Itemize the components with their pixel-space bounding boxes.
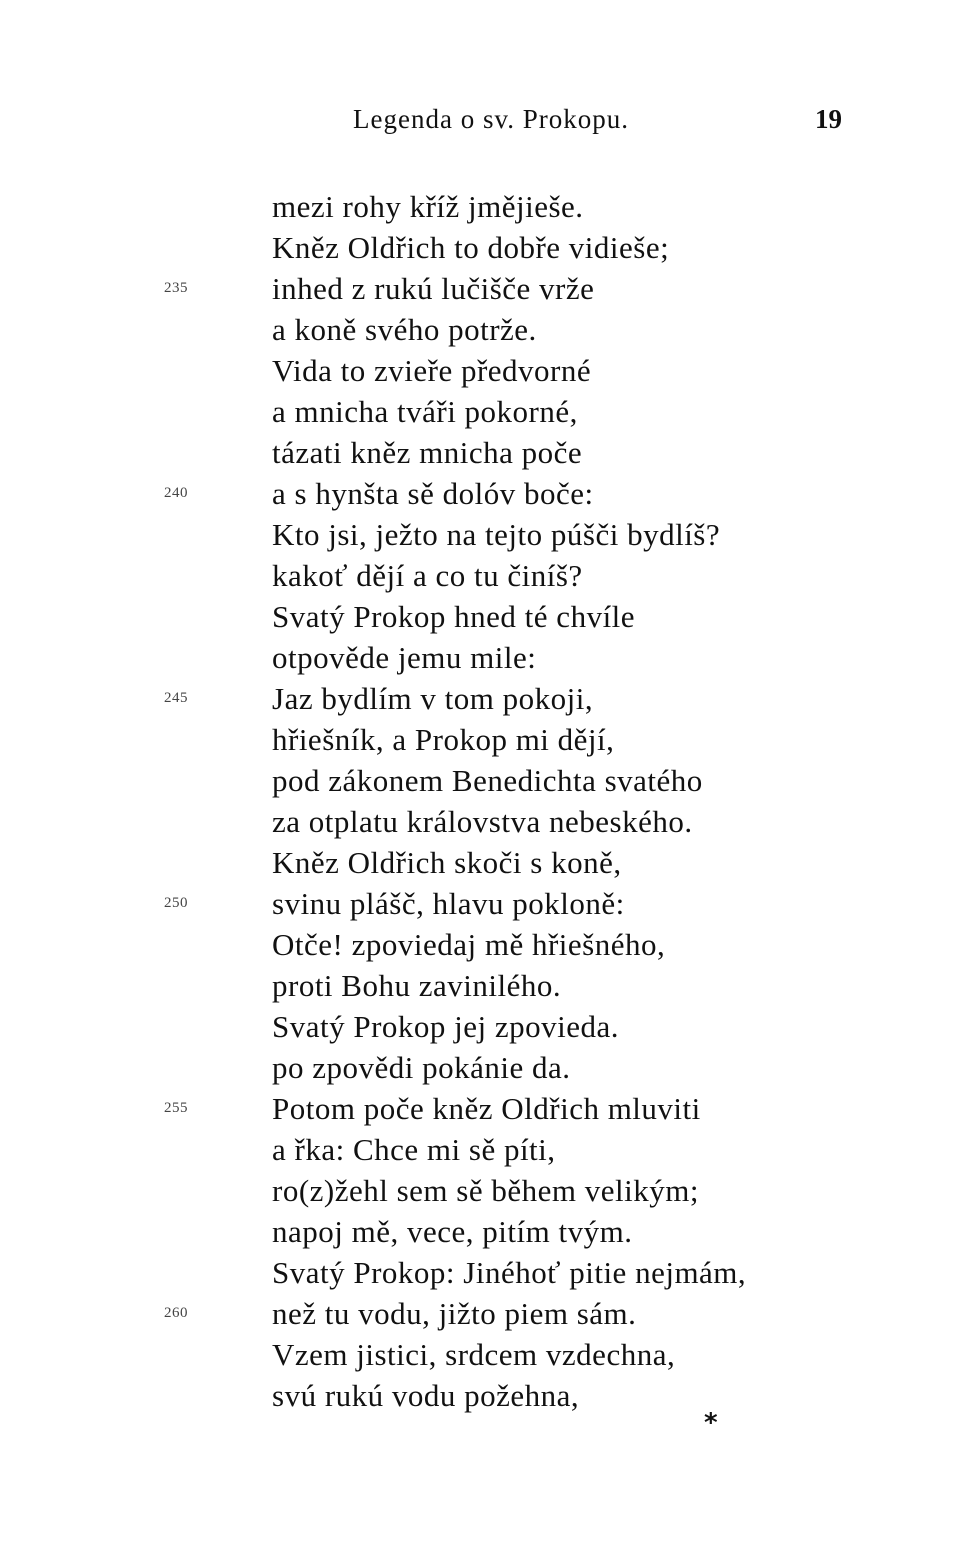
verse-line-text: napoj mě, vece, pitím tvým. <box>272 1214 633 1249</box>
verse-line <box>272 1170 872 1211</box>
verse-line <box>164 473 872 514</box>
line-number: 245 <box>164 690 188 706</box>
verse-line-text: Kněz Oldřich skoči s koně, <box>272 845 622 880</box>
verse-line-text: a s hynšta sě dolóv boče: <box>272 476 594 511</box>
verse-line <box>272 1375 872 1416</box>
verse-line-text: tázati kněz mnicha poče <box>272 435 583 470</box>
line-number: 255 <box>164 1100 188 1116</box>
verse-line <box>272 186 872 227</box>
running-head <box>0 104 960 144</box>
line-number: 235 <box>164 280 188 296</box>
verse-line <box>272 1211 872 1252</box>
verse-line <box>272 596 872 637</box>
verse-line <box>164 268 872 309</box>
verse-line <box>272 432 872 473</box>
verse-line <box>164 1293 872 1334</box>
verse-line-text: Kněz Oldřich to dobře vidieše; <box>272 230 670 265</box>
line-number: 250 <box>164 895 188 911</box>
verse-line-text: Potom poče kněz Oldřich mluviti <box>272 1091 701 1126</box>
verse-line-text: Svatý Prokop hned té chvíle <box>272 599 636 634</box>
verse-line-text: Svatý Prokop: Jinéhoť pitie nejmám, <box>272 1255 747 1290</box>
verse-line <box>272 391 872 432</box>
verse-line-text: ro(z)žehl sem sě během velikým; <box>272 1173 699 1208</box>
verse-line <box>272 350 872 391</box>
verse-line <box>272 1252 872 1293</box>
verse-line-text: Jaz bydlím v tom pokoji, <box>272 681 594 716</box>
verse-line-text: po zpovědi pokánie da. <box>272 1050 571 1085</box>
line-number: 240 <box>164 485 188 501</box>
verse-line <box>272 965 872 1006</box>
verse-line <box>272 227 872 268</box>
verse-line-text: hřiešník, a Prokop mi dějí, <box>272 722 615 757</box>
verse-line-text: Vzem jistici, srdcem vzdechna, <box>272 1337 676 1372</box>
verse-line-text: proti Bohu zavinilého. <box>272 968 562 1003</box>
verse-line-text: Otče! zpoviedaj mě hřiešného, <box>272 927 666 962</box>
verse-line <box>272 637 872 678</box>
page-number: 19 <box>815 104 842 134</box>
verse-line-text: a mnicha tváři pokorné, <box>272 394 578 429</box>
verse-line <box>272 842 872 883</box>
verse-line <box>272 924 872 965</box>
verse-line <box>272 1006 872 1047</box>
verse-line <box>272 760 872 801</box>
verse-line <box>272 1047 872 1088</box>
verse-line-text: kakoť dějí a co tu činíš? <box>272 558 583 593</box>
verse-line-text: Svatý Prokop jej zpovieda. <box>272 1009 620 1044</box>
verse-line <box>272 555 872 596</box>
running-title: Legenda o sv. Prokopu. <box>353 104 629 134</box>
verse-line-text: Vida to zvieře předvorné <box>272 353 592 388</box>
verse-line-text: svinu plášč, hlavu pokloně: <box>272 886 625 921</box>
verse-line-text: mezi rohy kříž jmějieše. <box>272 189 584 224</box>
verse-line-text: a řka: Chce mi sě píti, <box>272 1132 556 1167</box>
verse-line <box>272 801 872 842</box>
signature-mark: * <box>704 1408 718 1438</box>
verse-line <box>164 678 872 719</box>
verse-line-text: inhed z rukú lučišče vrže <box>272 271 595 306</box>
verse-line-text: svú rukú vodu požehna, <box>272 1378 580 1413</box>
verse-line <box>164 883 872 924</box>
verse-line <box>272 719 872 760</box>
verse-line-text: a koně svého potrže. <box>272 312 537 347</box>
verse-block <box>164 186 872 1416</box>
verse-line-text: za otplatu královstva nebeského. <box>272 804 693 839</box>
verse-line <box>272 514 872 555</box>
verse-line-text: než tu vodu, jižto piem sám. <box>272 1296 637 1331</box>
verse-line-text: pod zákonem Benedichta svatého <box>272 763 703 798</box>
verse-line <box>164 1088 872 1129</box>
verse-line-text: otpověde jemu mile: <box>272 640 537 675</box>
verse-line <box>272 1334 872 1375</box>
verse-line <box>272 309 872 350</box>
verse-line <box>272 1129 872 1170</box>
verse-line-text: Kto jsi, ježto na tejto púšči bydlíš? <box>272 517 721 552</box>
line-number: 260 <box>164 1305 188 1321</box>
